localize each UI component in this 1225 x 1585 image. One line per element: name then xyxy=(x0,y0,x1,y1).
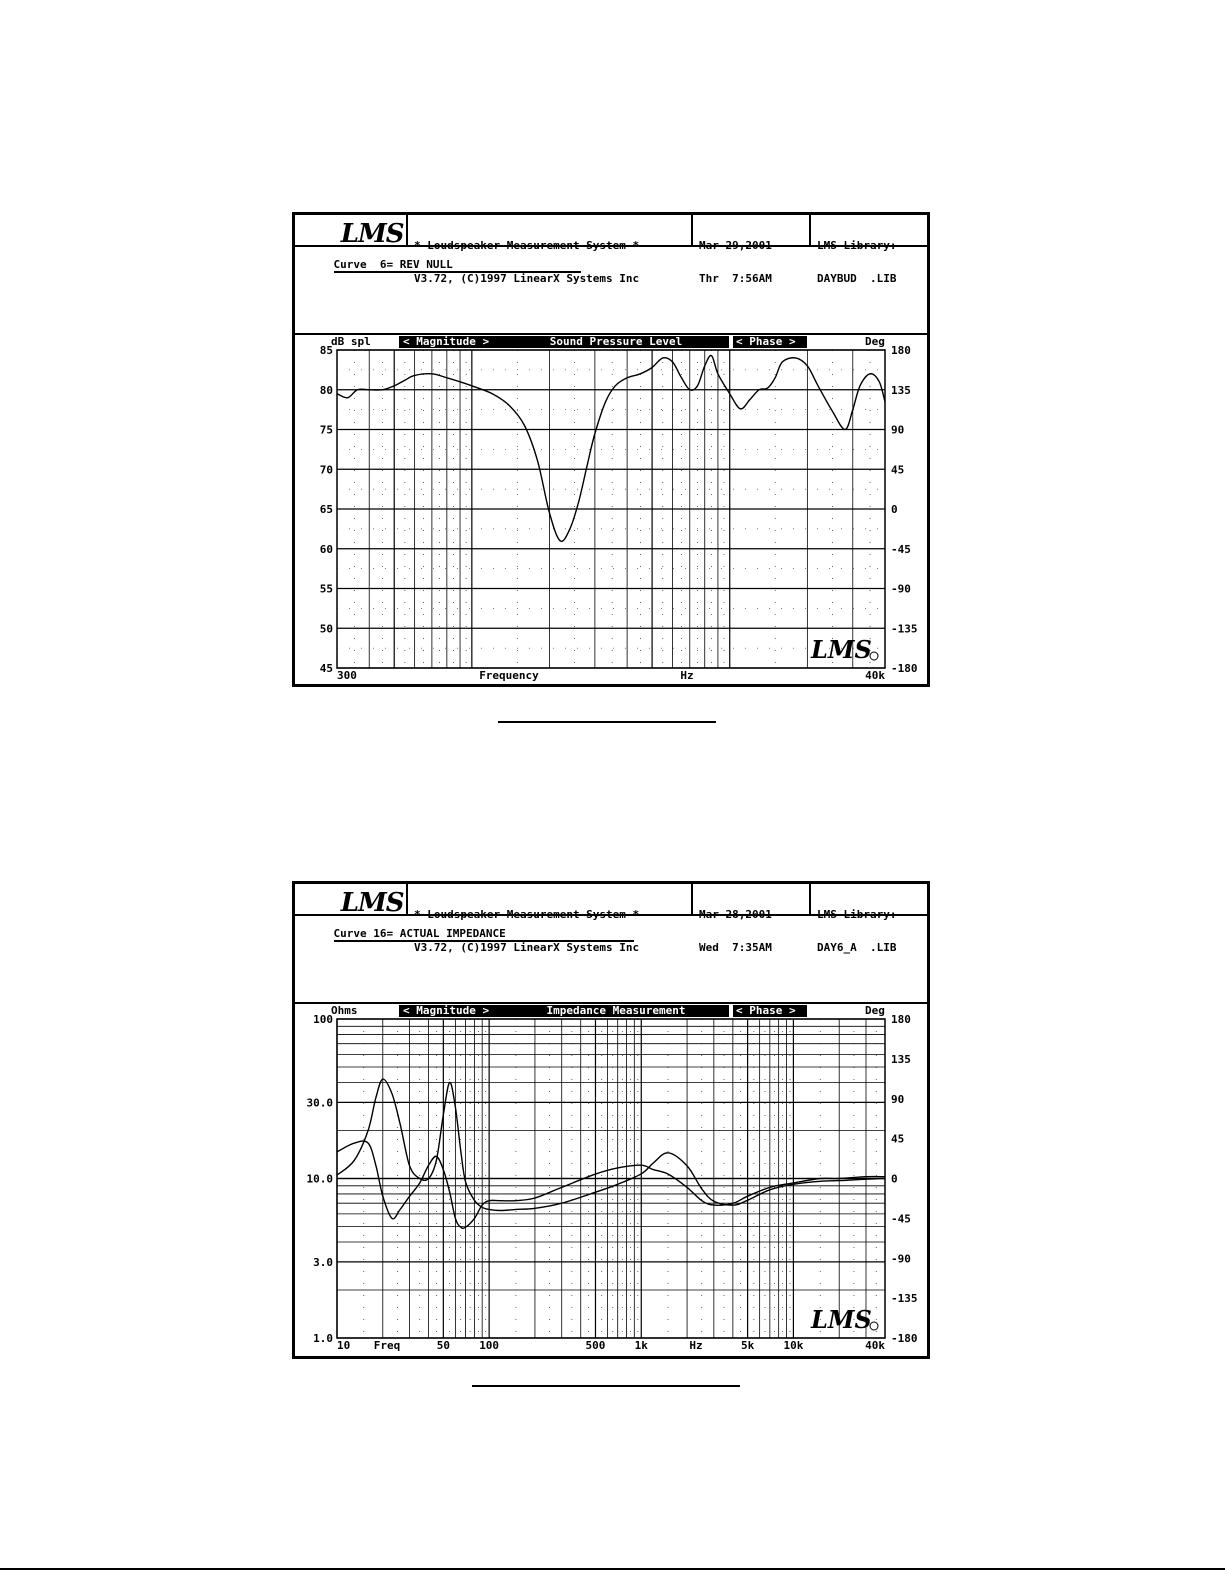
y-tick-label: 75 xyxy=(319,423,333,437)
y-tick-label: 60 xyxy=(319,542,333,556)
x-tick-label: Frequency xyxy=(479,669,539,682)
x-tick-label: 300 xyxy=(337,669,357,682)
y2-tick-label: 90 xyxy=(891,423,905,437)
x-tick-label: 40k xyxy=(865,669,885,682)
y-tick-label: 45 xyxy=(319,662,333,675)
y-tick-label: 50 xyxy=(319,622,333,636)
date-time: Mar 29,2001 Thr 7:56AM xyxy=(693,215,811,245)
library-name: LMS Library: DAYBUD .LIB xyxy=(817,239,897,285)
system-title: * Loudspeaker Measurement System * V3.72, (C)1997 LinearX Systems Inc xyxy=(408,215,693,245)
phase-curve xyxy=(337,1141,885,1228)
x-tick-label: 1k xyxy=(634,1339,648,1352)
caption-rule xyxy=(498,721,716,723)
x-tick-label: 10k xyxy=(783,1339,804,1352)
curve-label: Curve 16= ACTUAL IMPEDANCE xyxy=(307,914,634,953)
x-tick-label: 100 xyxy=(479,1339,500,1352)
y-tick-label: 55 xyxy=(319,582,333,596)
curve-label: Curve 6= REV NULL xyxy=(307,245,581,284)
lms-watermark: LMS xyxy=(811,1305,872,1334)
y-tick-label: 80 xyxy=(319,383,333,397)
x-tick-label: Hz xyxy=(689,1339,703,1352)
right-unit-label: Deg xyxy=(865,1004,885,1017)
date-time: Mar 28,2001 Wed 7:35AM xyxy=(693,884,811,914)
y-tick-label: 65 xyxy=(319,503,333,516)
y2-tick-label: -45 xyxy=(891,1212,911,1226)
right-unit-label: Deg xyxy=(865,335,885,348)
lms-logo: LMS xyxy=(295,884,408,914)
left-unit-label: Ohms xyxy=(331,1004,358,1017)
phase-tab: < Phase > xyxy=(736,1004,796,1017)
measurement-title: Impedance Measurement xyxy=(546,1004,686,1017)
y-tick-label: 1.0 xyxy=(313,1332,333,1345)
y-tick-label: 100 xyxy=(313,1013,333,1026)
spl-chart xyxy=(295,335,927,684)
y2-tick-label: 180 xyxy=(891,344,911,357)
x-tick-label: 10 xyxy=(337,1339,351,1352)
lms-logo: LMS xyxy=(295,215,408,245)
lms-panel-impedance xyxy=(292,881,930,1359)
y2-tick-label: 90 xyxy=(891,1092,905,1106)
y2-tick-label: 0 xyxy=(891,503,898,516)
phase-tab: < Phase > xyxy=(736,335,796,348)
y-tick-label: 85 xyxy=(319,344,333,357)
x-tick-label: 40k xyxy=(865,1339,885,1352)
y2-tick-label: -180 xyxy=(891,662,918,675)
y2-tick-label: -90 xyxy=(891,582,911,596)
page-bottom-rule xyxy=(0,1568,1225,1570)
y2-tick-label: 135 xyxy=(891,1052,911,1066)
y-tick-label: 10.0 xyxy=(306,1172,333,1186)
lms-watermark: LMS xyxy=(811,635,872,664)
lms-panel-spl xyxy=(292,212,930,687)
x-tick-label: Freq xyxy=(373,1339,401,1352)
left-unit-label: dB spl xyxy=(331,335,371,348)
magnitude-tab: < Magnitude > xyxy=(403,335,490,348)
x-tick-label: 5k xyxy=(740,1339,755,1352)
magnitude-tab: < Magnitude > xyxy=(403,1004,490,1017)
y2-tick-label: 45 xyxy=(891,463,905,477)
y2-tick-label: -135 xyxy=(891,1292,918,1306)
y2-tick-label: -90 xyxy=(891,1252,911,1266)
library-name: LMS Library: DAY6_A .LIB xyxy=(817,908,897,954)
caption-rule xyxy=(472,1385,740,1387)
y-tick-label: 3.0 xyxy=(313,1255,333,1269)
y2-tick-label: -45 xyxy=(891,542,911,556)
y2-tick-label: 180 xyxy=(891,1013,911,1026)
y-tick-label: 70 xyxy=(319,463,333,477)
y2-tick-label: -180 xyxy=(891,1332,918,1345)
system-title: * Loudspeaker Measurement System * V3.72, (C)1997 LinearX Systems Inc xyxy=(408,884,693,914)
y2-tick-label: 45 xyxy=(891,1132,905,1146)
y2-tick-label: 0 xyxy=(891,1172,898,1186)
y2-tick-label: -135 xyxy=(891,622,918,636)
x-tick-label: 50 xyxy=(436,1339,450,1352)
y-tick-label: 30.0 xyxy=(306,1096,333,1110)
x-tick-label: Hz xyxy=(680,669,694,682)
x-tick-label: 500 xyxy=(585,1339,606,1352)
magnitude-curve xyxy=(337,1079,885,1210)
impedance-chart xyxy=(295,1004,927,1356)
y2-tick-label: 135 xyxy=(891,383,911,397)
measurement-title: Sound Pressure Level xyxy=(549,335,683,348)
magnitude-curve xyxy=(337,355,885,541)
